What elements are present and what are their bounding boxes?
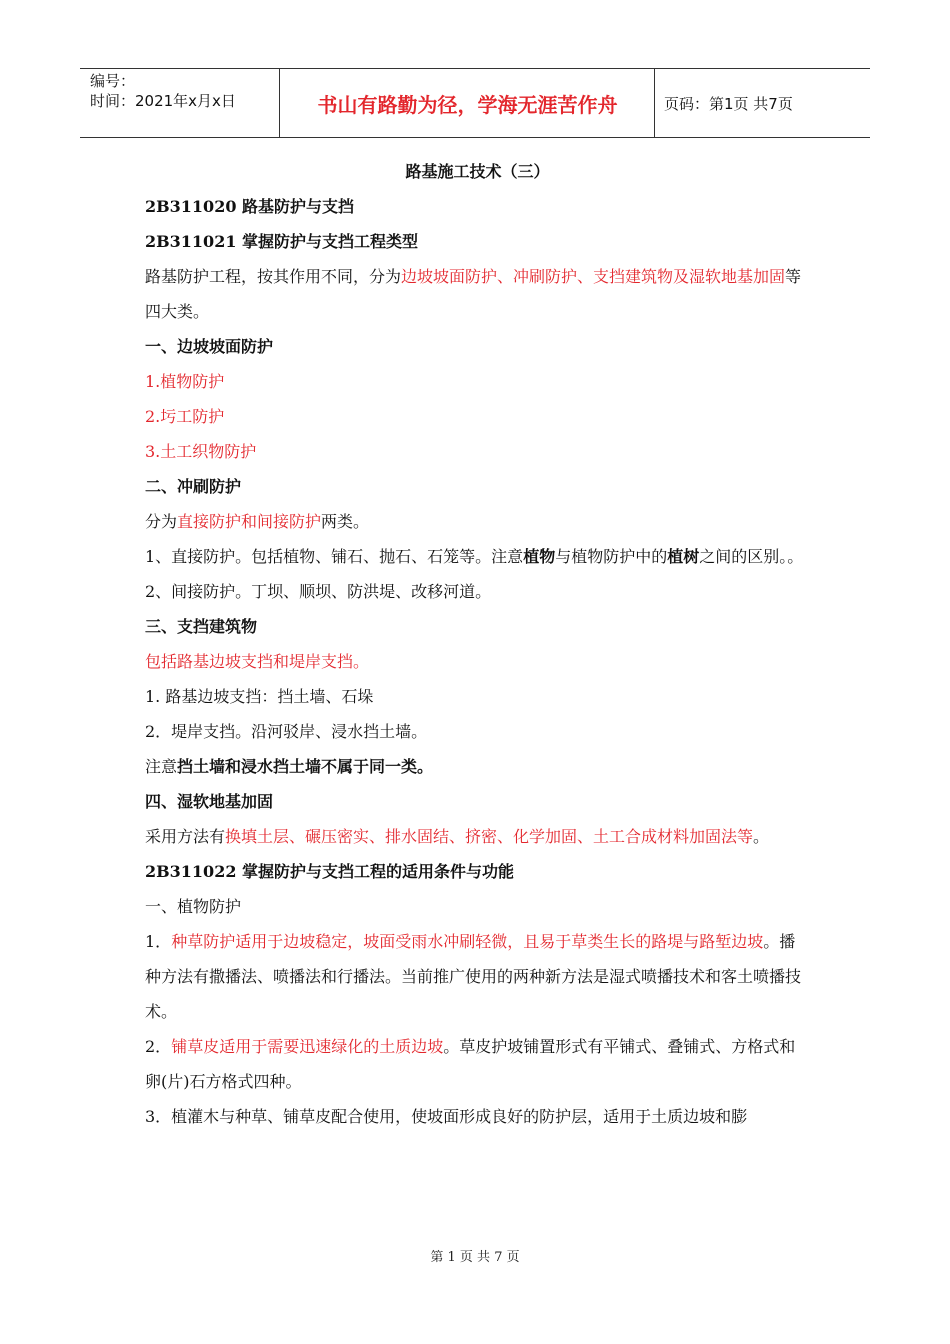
highlight-text: 铺草皮适用于需要迅速绿化的土质边坡 (171, 1037, 444, 1056)
list-item: 1.植物防护 (145, 372, 225, 391)
highlight-text: 边坡坡面防护、冲刷防护、支挡建筑物及湿软地基加固 (401, 267, 786, 286)
bold-text: 挡土墙和浸水挡土墙不属于同一类。 (177, 757, 434, 776)
highlight-text: 直接防护和间接防护 (177, 512, 322, 531)
list-item: 2．堤岸支挡。沿河驳岸、浸水挡土墙。 (145, 722, 428, 741)
page-footer: 第 1 页 共 7 页 (430, 1250, 520, 1265)
text-run: 注意 (145, 757, 178, 776)
document-body (145, 155, 810, 1134)
list-item: 3.土工织物防护 (145, 442, 257, 461)
subsection-heading: 二、冲刷防护 (145, 477, 242, 496)
text-run: 路基防护工程，按其作用不同，分为 (145, 267, 402, 286)
text-run: 分为 (145, 512, 178, 531)
highlight-text: 种草防护适用于边坡稳定，坡面受雨水冲刷轻微，且易于草类生长的路堤与路堑边坡 (171, 932, 764, 951)
paragraph (145, 259, 810, 329)
bold-text: 植物 (523, 547, 556, 566)
list-item (145, 539, 810, 574)
list-item: 2、间接防护。丁坝、顺坝、防洪堤、改移河道。 (145, 582, 492, 601)
list-item: 3．植灌木与种草、铺草皮配合使用，使坡面形成良好的防护层，适用于土质边坡和膨 (145, 1107, 748, 1126)
text-run: 等四大类。 (145, 267, 802, 321)
bold-text: 植树 (667, 547, 700, 566)
list-item (145, 924, 810, 1029)
text-run: 与植物防护中的 (555, 547, 668, 566)
page-header (80, 68, 870, 138)
text-run: 之间的区别。。 (699, 547, 804, 566)
header-meta (80, 69, 280, 137)
list-item (145, 1029, 810, 1099)
subsection-heading: 四、湿软地基加固 (145, 792, 274, 811)
section-heading: 2B311020 路基防护与支挡 (145, 197, 355, 216)
text-run: 。草皮护坡铺置形式有平铺式、叠铺式、方格式和卵(片)石方格式四种。 (145, 1037, 796, 1091)
text-run: 1、直接防护。包括植物、铺石、抛石、石笼等。注意 (145, 547, 524, 566)
paragraph (145, 504, 810, 539)
note (145, 749, 810, 784)
text-run: 。 (753, 827, 770, 846)
text-run: 两类。 (321, 512, 370, 531)
header-motto: 书山有路勤为径，学海无涯苦作舟 (281, 69, 655, 137)
subsection-heading: 三、支挡建筑物 (145, 617, 258, 636)
list-item: 2.圬工防护 (145, 407, 225, 426)
subsection-heading: 一、边坡坡面防护 (145, 337, 274, 356)
section-heading: 2B311022 掌握防护与支挡工程的适用条件与功能 (145, 862, 515, 881)
text-run: 采用方法有 (145, 827, 226, 846)
paragraph (145, 819, 810, 854)
header-number-label: 编号： (90, 72, 136, 90)
paragraph: 包括路基边坡支挡和堤岸支挡。 (145, 652, 370, 671)
list-item: 1. 路基边坡支挡：挡土墙、石垛 (145, 687, 374, 706)
subsection-heading: 一、植物防护 (145, 897, 242, 916)
highlight-text: 换填土层、碾压密实、排水固结、挤密、化学加固、土工合成材料加固法等 (225, 827, 754, 846)
section-heading: 2B311021 掌握防护与支挡工程类型 (145, 232, 419, 251)
document-title: 路基施工技术（三） (405, 162, 550, 181)
header-time-label: 时间：2021年x月x日 (90, 92, 236, 110)
text-run: 2． (145, 1037, 172, 1056)
text-run: 。播种方法有撒播法、喷播法和行播法。当前推广使用的两种新方法是湿式喷播技术和客土喷播技术。 (145, 932, 802, 1021)
header-page-info: 页码：第1页 共7页 (664, 94, 793, 113)
text-run: 1． (145, 932, 172, 951)
